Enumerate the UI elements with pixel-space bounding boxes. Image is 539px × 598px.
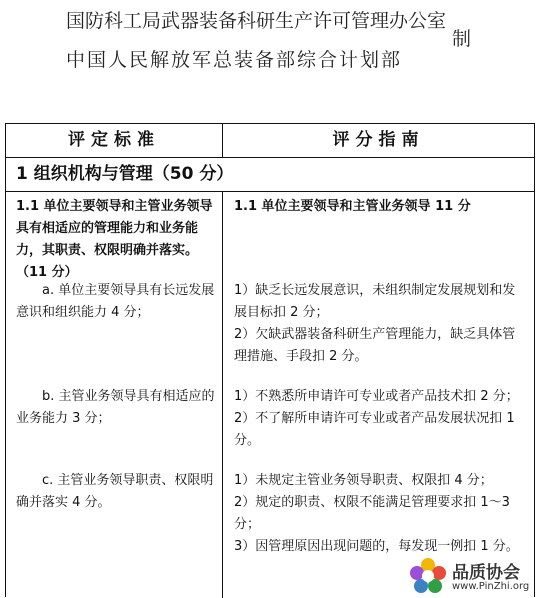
criterion-b: b. 主管业务领导具有相适应的业务能力 3 分； [16,389,215,426]
section-row [6,158,534,192]
watermark-url: www.PinZhi.org [452,581,530,592]
section-title: 1 组织机构与管理（50 分） [16,164,234,184]
criterion-a: a. 单位主要领导具有长远发展意识和组织能力 4 分； [16,283,215,320]
table-header-row [6,124,534,158]
body-divider [222,192,223,598]
flower-logo-icon [408,556,448,596]
evaluation-table [5,123,535,597]
issuer-line-1: 国防科工局武器装备科研生产许可管理办公室 [66,10,447,32]
guide-b-2: 2）不了解所申请许可专业或者产品发展状况扣 1 分。 [234,411,515,448]
watermark-logo [408,556,539,597]
guide-a-2: 2）欠缺武器装备科研生产管理能力，缺乏具体管理措施、手段扣 2 分。 [234,327,516,364]
guide-b-1: 1）不熟悉所申请许可专业或者产品技术扣 2 分； [234,389,519,404]
guide-a-1: 1）缺乏长远发展意识，未组织制定发展规划和发展目标扣 2 分； [234,283,516,320]
watermark-name: 品质协会 [452,563,520,583]
column-header-guide: 评分指南 [332,130,425,150]
guide-c-1: 1）未规定主管业务领导职责、权限扣 4 分； [234,473,493,488]
item-title-guide: 1.1 单位主要领导和主管业务领导 11 分 [234,199,471,214]
issuer-line-2: 中国人民解放军总装备部综合计划部 [66,49,403,71]
guide-c-3: 3）因管理原因出现问题的，每发现一例扣 1 分。 [234,539,519,554]
guide-c-2: 2）规定的职责、权限不能满足管理要求扣 1～3 分； [234,495,510,532]
issuer-suffix: 制 [452,28,472,50]
header-divider [222,124,223,158]
criterion-c: c. 主管业务领导职责、权限明确并落实 4 分。 [16,473,214,510]
column-header-criteria: 评定标准 [68,130,160,150]
item-title-criteria: 1.1 单位主要领导和主管业务领导具有相适应的管理能力和业务能力，其职责、权限明确并落实。（11 分） [16,199,213,280]
